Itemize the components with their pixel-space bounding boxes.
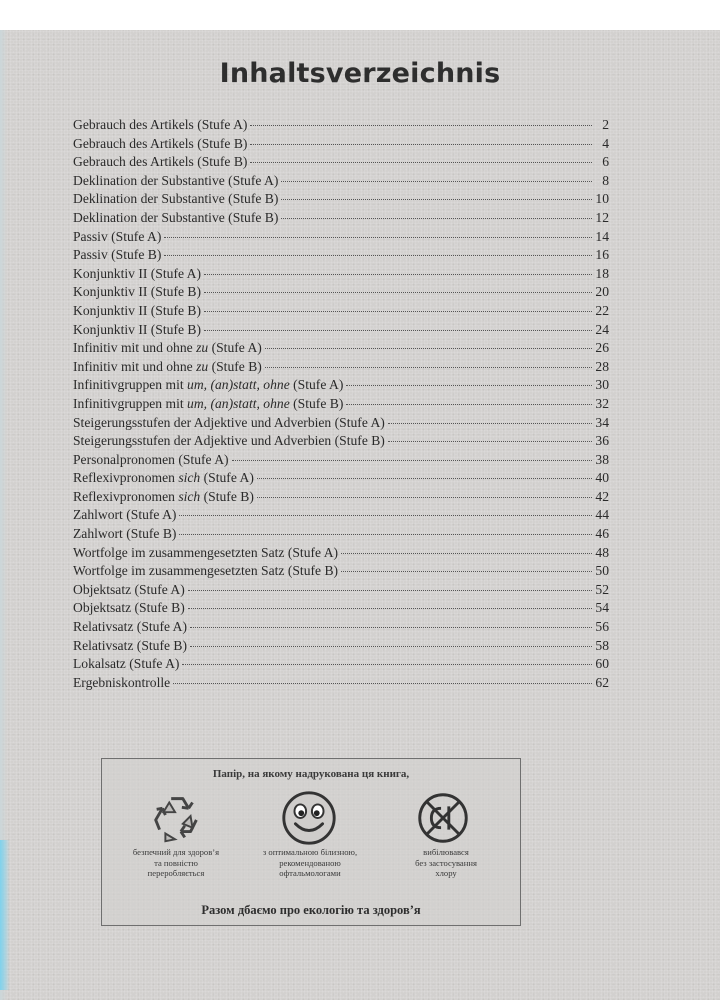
toc-dot-leader bbox=[257, 497, 592, 498]
toc-title-text: (Stufe A) bbox=[208, 340, 262, 356]
toc-dot-leader bbox=[281, 181, 592, 182]
toc-title-text: Konjunktiv II (Stufe B) bbox=[73, 321, 201, 337]
toc-entry bbox=[73, 451, 609, 470]
toc-dot-leader bbox=[190, 627, 592, 628]
toc-entry-title bbox=[73, 228, 161, 247]
toc-page-number: 12 bbox=[595, 209, 609, 225]
toc-dot-leader bbox=[204, 330, 592, 331]
toc-page-number: 62 bbox=[595, 674, 609, 690]
toc-entry-title bbox=[73, 562, 338, 581]
toc-entry-title bbox=[73, 321, 201, 340]
toc-title-text: Lokalsatz (Stufe A) bbox=[73, 656, 180, 672]
toc-title-text: Infinitivgruppen mit bbox=[73, 377, 188, 393]
toc-dot-leader bbox=[341, 571, 592, 572]
toc-page-number: 20 bbox=[595, 284, 609, 300]
toc-page-number: 50 bbox=[595, 563, 609, 579]
toc-entry-title bbox=[73, 135, 247, 154]
toc-entry-title bbox=[73, 488, 254, 507]
toc-entry bbox=[73, 302, 609, 321]
toc-entry bbox=[73, 135, 609, 154]
toc-entry-title bbox=[73, 469, 254, 488]
caption-smile: з оптимальною білизною, рекомендованою офтальмологами bbox=[262, 847, 358, 879]
toc-entry bbox=[73, 488, 609, 507]
toc-dot-leader bbox=[232, 460, 592, 461]
toc-page-number: 60 bbox=[595, 656, 609, 672]
toc-entry-title bbox=[73, 376, 343, 395]
toc-entry bbox=[73, 618, 609, 637]
toc-title-text: Gebrauch des Artikels (Stufe B) bbox=[73, 135, 248, 151]
toc-entry-title bbox=[73, 506, 176, 525]
toc-entry-title bbox=[73, 655, 179, 674]
toc-entry bbox=[73, 432, 609, 451]
toc-entry bbox=[73, 228, 609, 247]
table-of-contents bbox=[73, 116, 609, 692]
toc-dot-leader bbox=[265, 348, 592, 349]
toc-page-number: 8 bbox=[602, 172, 609, 188]
toc-page-number: 10 bbox=[595, 191, 609, 207]
toc-entry bbox=[73, 265, 609, 284]
toc-title-text: Steigerungsstufen der Adjektive und Adverbien (Stufe A) bbox=[73, 414, 385, 430]
toc-entry bbox=[73, 414, 609, 433]
toc-page-number: 40 bbox=[595, 470, 609, 486]
toc-dot-leader bbox=[188, 590, 592, 591]
no-chlorine-icon bbox=[412, 787, 474, 849]
toc-entry bbox=[73, 506, 609, 525]
toc-title-text: Wortfolge im zusammengesetzten Satz (Stufe B) bbox=[73, 563, 339, 579]
toc-title-text: Infinitiv mit und ohne bbox=[73, 358, 197, 374]
toc-title-text: Relativsatz (Stufe A) bbox=[73, 619, 188, 635]
toc-dot-leader bbox=[204, 274, 592, 275]
toc-entry-title bbox=[73, 358, 262, 377]
toc-entry bbox=[73, 469, 609, 488]
toc-title-text: (Stufe A) bbox=[200, 470, 254, 486]
toc-entry-title bbox=[73, 283, 201, 302]
toc-page-number: 38 bbox=[595, 451, 609, 467]
toc-entry-title bbox=[73, 525, 176, 544]
toc-page-number: 6 bbox=[602, 154, 609, 170]
toc-dot-leader bbox=[173, 683, 592, 684]
toc-title-text: (Stufe B) bbox=[289, 395, 344, 411]
recycle-icon bbox=[146, 787, 208, 849]
toc-dot-leader bbox=[250, 162, 592, 163]
toc-dot-leader bbox=[188, 608, 592, 609]
toc-dot-leader bbox=[388, 423, 592, 424]
toc-page-number: 2 bbox=[602, 117, 609, 132]
toc-page-number: 46 bbox=[595, 526, 609, 542]
toc-title-text: Objektsatz (Stufe A) bbox=[73, 581, 185, 597]
toc-title-text: Konjunktiv II (Stufe B) bbox=[73, 302, 201, 318]
toc-title-text: Wortfolge im zusammengesetzten Satz (Stufe A) bbox=[73, 544, 339, 560]
toc-page-number: 30 bbox=[595, 377, 609, 393]
toc-entry bbox=[73, 655, 609, 674]
toc-title-text: Reflexivpronomen bbox=[73, 470, 179, 486]
toc-title-text: Reflexivpronomen bbox=[73, 488, 179, 504]
toc-entry bbox=[73, 283, 609, 302]
toc-entry bbox=[73, 246, 609, 265]
toc-dot-leader bbox=[257, 478, 592, 479]
toc-title-text: Passiv (Stufe A) bbox=[73, 228, 162, 244]
toc-title-italic: zu bbox=[196, 358, 209, 374]
toc-page-number: 58 bbox=[595, 637, 609, 653]
toc-dot-leader bbox=[341, 553, 592, 554]
toc-entry-title bbox=[73, 581, 185, 600]
toc-entry-title bbox=[73, 451, 229, 470]
toc-entry-title bbox=[73, 246, 161, 265]
toc-entry bbox=[73, 674, 609, 693]
toc-title-text: Gebrauch des Artikels (Stufe A) bbox=[73, 117, 248, 132]
toc-page-number: 28 bbox=[595, 358, 609, 374]
scan-left-edge-tint bbox=[0, 840, 10, 990]
toc-page-number: 26 bbox=[595, 340, 609, 356]
toc-dot-leader bbox=[204, 292, 592, 293]
toc-title-italic: um, (an)statt, ohne bbox=[187, 395, 290, 411]
toc-page-number: 32 bbox=[595, 395, 609, 411]
toc-entry-title bbox=[73, 544, 338, 563]
toc-dot-leader bbox=[250, 144, 592, 145]
toc-entry bbox=[73, 376, 609, 395]
toc-entry bbox=[73, 339, 609, 358]
info-box-header: Папір, на якому надрукована ця книга, bbox=[212, 768, 410, 780]
toc-dot-leader bbox=[388, 441, 592, 442]
toc-entry bbox=[73, 116, 609, 135]
toc-title-text: Deklination der Substantive (Stufe B) bbox=[73, 191, 279, 207]
toc-entry bbox=[73, 321, 609, 340]
caption-recycle: безпечний для здоров’я та повністю переробляється bbox=[132, 847, 220, 879]
toc-title-text: Konjunktiv II (Stufe B) bbox=[73, 284, 201, 300]
toc-title-text: Infinitiv mit und ohne bbox=[73, 340, 197, 356]
toc-entry-title bbox=[73, 153, 247, 172]
toc-entry-title bbox=[73, 637, 187, 656]
toc-entry bbox=[73, 599, 609, 618]
toc-entry bbox=[73, 153, 609, 172]
toc-page-number: 22 bbox=[595, 302, 609, 318]
toc-entry-title bbox=[73, 414, 385, 433]
toc-entry-title bbox=[73, 265, 201, 284]
toc-page-number: 34 bbox=[595, 414, 609, 430]
toc-title-text: (Stufe B) bbox=[200, 488, 254, 504]
toc-page-number: 54 bbox=[595, 600, 609, 616]
toc-entry-title bbox=[73, 339, 262, 358]
toc-entry-title bbox=[73, 432, 385, 451]
toc-page-number: 42 bbox=[595, 488, 609, 504]
toc-title-text: Deklination der Substantive (Stufe A) bbox=[73, 172, 279, 188]
toc-title-italic: zu bbox=[196, 340, 209, 356]
toc-page-number: 44 bbox=[595, 507, 609, 523]
toc-entry-title bbox=[73, 190, 278, 209]
toc-page-number: 48 bbox=[595, 544, 609, 560]
toc-dot-leader bbox=[346, 404, 592, 405]
toc-entry-title bbox=[73, 618, 187, 637]
toc-dot-leader bbox=[179, 515, 592, 516]
toc-entry bbox=[73, 358, 609, 377]
toc-entry bbox=[73, 525, 609, 544]
toc-page-number: 52 bbox=[595, 581, 609, 597]
toc-title-text: Relativsatz (Stufe B) bbox=[73, 637, 188, 653]
toc-entry-title bbox=[73, 395, 343, 414]
toc-page-number: 24 bbox=[595, 321, 609, 337]
toc-title-text: (Stufe B) bbox=[208, 358, 262, 374]
toc-title-text: Konjunktiv II (Stufe A) bbox=[73, 265, 201, 281]
toc-entry bbox=[73, 172, 609, 191]
toc-title-text: Deklination der Substantive (Stufe B) bbox=[73, 209, 279, 225]
toc-dot-leader bbox=[204, 311, 592, 312]
toc-entry-title bbox=[73, 172, 278, 191]
toc-dot-leader bbox=[281, 218, 592, 219]
toc-entry-title bbox=[73, 116, 247, 135]
toc-dot-leader bbox=[346, 385, 592, 386]
smiley-icon bbox=[278, 787, 340, 849]
toc-title-text: Ergebniskontrolle bbox=[73, 674, 171, 690]
toc-entry bbox=[73, 637, 609, 656]
toc-page-number: 14 bbox=[595, 228, 609, 244]
toc-title-text: Passiv (Stufe B) bbox=[73, 247, 162, 263]
toc-title-text: (Stufe A) bbox=[289, 377, 344, 393]
toc-dot-leader bbox=[182, 664, 592, 665]
caption-no-chlorine: вибілювався без застосування хлору bbox=[415, 847, 477, 879]
toc-dot-leader bbox=[164, 255, 592, 256]
toc-dot-leader bbox=[250, 125, 592, 126]
toc-title-text: Objektsatz (Stufe B) bbox=[73, 600, 185, 616]
toc-page-number: 16 bbox=[595, 247, 609, 263]
toc-title-text: Infinitivgruppen mit bbox=[73, 395, 188, 411]
toc-dot-leader bbox=[164, 237, 592, 238]
toc-title-text: Steigerungsstufen der Adjektive und Adverbien (Stufe B) bbox=[73, 433, 385, 449]
toc-title-italic: sich bbox=[178, 488, 201, 504]
scan-top-margin bbox=[0, 0, 720, 30]
toc-entry-title bbox=[73, 599, 185, 618]
toc-entry bbox=[73, 209, 609, 228]
paper-info-box bbox=[101, 758, 521, 926]
toc-page-number: 18 bbox=[595, 265, 609, 281]
page-title: Inhaltsverzeichnis bbox=[219, 58, 501, 89]
toc-entry bbox=[73, 562, 609, 581]
toc-dot-leader bbox=[281, 199, 592, 200]
toc-entry bbox=[73, 395, 609, 414]
toc-title-italic: um, (an)statt, ohne bbox=[187, 377, 290, 393]
toc-page-number: 56 bbox=[595, 619, 609, 635]
toc-entry-title bbox=[73, 209, 278, 228]
info-box-footer: Разом дбаємо про екологію та здоров’я bbox=[201, 903, 421, 917]
toc-page-number: 4 bbox=[602, 135, 609, 151]
toc-entry bbox=[73, 544, 609, 563]
toc-entry-title bbox=[73, 302, 201, 321]
toc-title-text: Zahlwort (Stufe A) bbox=[73, 507, 177, 523]
toc-dot-leader bbox=[179, 534, 592, 535]
toc-title-text: Gebrauch des Artikels (Stufe B) bbox=[73, 154, 248, 170]
toc-title-italic: sich bbox=[178, 470, 201, 486]
toc-entry bbox=[73, 190, 609, 209]
toc-entry-title bbox=[73, 674, 170, 693]
toc-entry bbox=[73, 581, 609, 600]
toc-dot-leader bbox=[190, 646, 592, 647]
toc-title-text: Personalpronomen (Stufe A) bbox=[73, 451, 229, 467]
toc-page-number: 36 bbox=[595, 433, 609, 449]
toc-dot-leader bbox=[265, 367, 592, 368]
toc-title-text: Zahlwort (Stufe B) bbox=[73, 526, 177, 542]
